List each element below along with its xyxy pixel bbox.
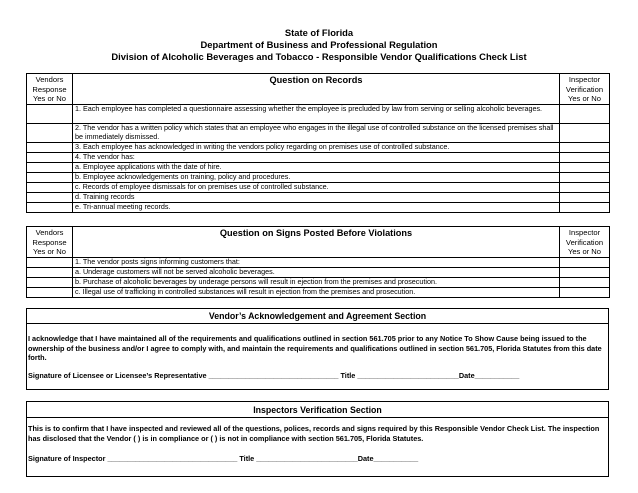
- inspector-verification-cell[interactable]: [560, 153, 610, 163]
- inspector-signature-line[interactable]: Signature of Inspector ________________________________ Title _________________________Date___________: [28, 454, 419, 463]
- inspectors-verification-text: This is to confirm that I have inspected and reviewed all of the questions, polices, records and signs required by this Responsible Vendor Check List. The inspection has disclosed that the Vendor ( ) is in compliance or ( ) is not in compliance with section 561.705, Florida Statutes.: [28, 424, 600, 443]
- acknowledgement-title: Vendor’s Acknowledgement and Agreement Section: [208, 311, 427, 321]
- vendor-response-cell[interactable]: [27, 277, 73, 287]
- inspector-verification-cell[interactable]: [560, 143, 610, 153]
- header-state: State of Florida: [284, 27, 354, 38]
- vendor-response-cell[interactable]: [27, 105, 73, 124]
- inspectors-verification-title: Inspectors Verification Section: [253, 405, 382, 415]
- signs-question-1b: b. Purchase of alcoholic beverages by underage persons will result in ejection from the premises and prosecution.: [73, 277, 560, 287]
- vendor-response-cell[interactable]: [27, 183, 73, 193]
- signs-question-1a: a. Underage customers will not be served alcoholic beverages.: [73, 267, 560, 277]
- signs-vendor-response-header: Vendors Response Yes or No: [27, 227, 73, 258]
- inspector-verification-cell[interactable]: [560, 105, 610, 124]
- records-checklist-table: [26, 73, 610, 213]
- vendor-acknowledgement-section: [26, 308, 609, 390]
- records-question-4: 4. The vendor has:: [73, 153, 560, 163]
- records-question-3: 3. Each employee has acknowledged in writing the vendors policy regarding on premises use of controlled substance.: [73, 143, 560, 153]
- vendor-response-cell[interactable]: [27, 163, 73, 173]
- signs-question-1: 1. The vendor posts signs informing customers that:: [73, 257, 560, 267]
- vendor-response-cell[interactable]: [27, 267, 73, 277]
- inspector-verification-cell[interactable]: [560, 193, 610, 203]
- signs-inspector-verification-header: Inspector Verification Yes or No: [560, 227, 610, 258]
- inspector-verification-cell[interactable]: [560, 277, 610, 287]
- inspector-verification-cell[interactable]: [560, 203, 610, 213]
- header-division: Division of Alcoholic Beverages and Tobacco - Responsible Vendor Qualifications Check List: [111, 51, 527, 62]
- records-inspector-verification-header: Inspector Verification Yes or No: [560, 74, 610, 105]
- vendor-response-cell[interactable]: [27, 287, 73, 297]
- acknowledgement-text: I acknowledge that I have maintained all of the requirements and qualifications outlined in section 561.705 prior to any Notice To Show Cause being issued to the ownership of the business and/or I agree to comply with, and maintain the requirements and qualifications outlined in section 561.705, Florida Statutes from this date forth.: [28, 334, 602, 363]
- vendor-response-cell[interactable]: [27, 203, 73, 213]
- inspector-verification-cell[interactable]: [560, 124, 610, 143]
- records-question-1: 1. Each employee has completed a questionnaire assessing whether the employee is precluded by law from serving or selling alcoholic beverages.: [73, 105, 560, 124]
- vendor-response-cell[interactable]: [27, 173, 73, 183]
- inspector-verification-cell[interactable]: [560, 257, 610, 267]
- records-question-4c: c. Records of employee dismissals for on premises use of controlled substance.: [73, 183, 560, 193]
- vendor-response-cell[interactable]: [27, 193, 73, 203]
- inspectors-verification-section: [26, 401, 609, 477]
- inspector-verification-cell[interactable]: [560, 267, 610, 277]
- signs-question-1c: c. Illegal use of trafficking in controlled substances will result in ejection from the premises and prosecution.: [73, 287, 560, 297]
- records-question-4b: b. Employee acknowledgements on training, policy and procedures.: [73, 173, 560, 183]
- header-department: Department of Business and Professional Regulation: [200, 39, 438, 50]
- signs-checklist-table: [26, 226, 610, 298]
- inspector-verification-cell[interactable]: [560, 173, 610, 183]
- inspector-verification-cell[interactable]: [560, 183, 610, 193]
- records-question-4e: e. Tri-annual meeting records.: [73, 203, 560, 213]
- inspector-verification-cell[interactable]: [560, 287, 610, 297]
- vendor-response-cell[interactable]: [27, 257, 73, 267]
- licensee-signature-line[interactable]: Signature of Licensee or Licensee’s Representative ________________________________ Title _________________________Date___________: [28, 371, 520, 380]
- records-question-4d: d. Training records: [73, 193, 560, 203]
- signs-section-title: Question on Signs Posted Before Violations: [73, 227, 560, 258]
- vendor-response-cell[interactable]: [27, 153, 73, 163]
- document-header: [0, 27, 638, 63]
- records-question-2: 2. The vendor has a written policy which states that an employee who engages in the illegal use of controlled substance on the licensed premises shall be immediately dismissed.: [73, 124, 560, 143]
- records-question-4a: a. Employee applications with the date of hire.: [73, 163, 560, 173]
- inspector-verification-cell[interactable]: [560, 163, 610, 173]
- vendor-response-cell[interactable]: [27, 124, 73, 143]
- records-vendor-response-header: Vendors Response Yes or No: [27, 74, 73, 105]
- vendor-response-cell[interactable]: [27, 143, 73, 153]
- records-section-title: Question on Records: [73, 74, 560, 105]
